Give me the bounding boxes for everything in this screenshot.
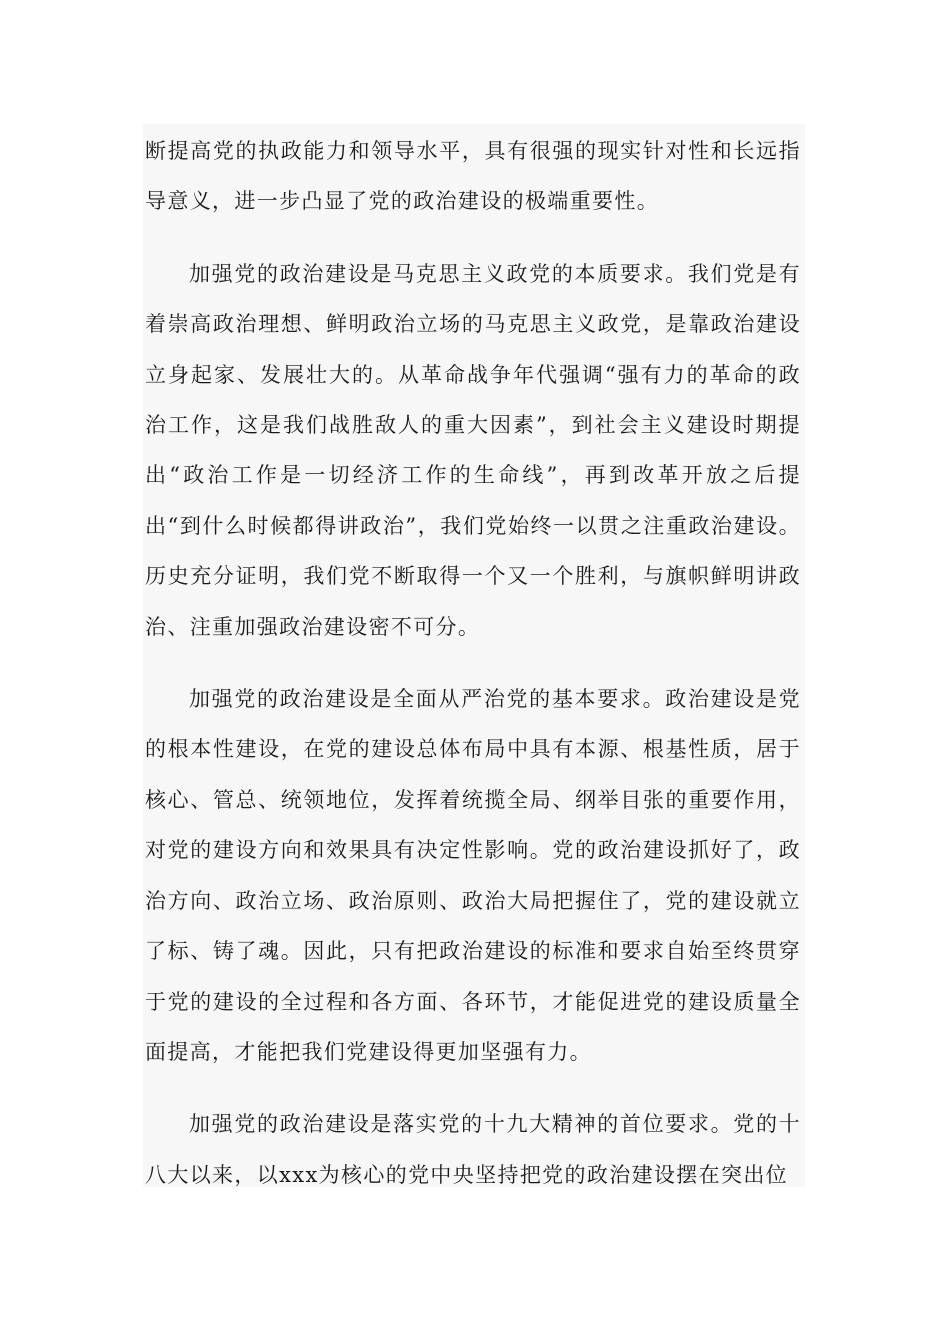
paragraph-primary-requirement: 加强党的政治建设是落实党的十九大精神的首位要求。党的十八大以来，以xxx为核心的党中央坚持把党的政治建设摆在突出位 [145, 1112, 801, 1187]
paragraph-gap [143, 652, 805, 674]
document-text-block [143, 124, 805, 1187]
paragraph-essential-requirement: 加强党的政治建设是马克思主义政党的本质要求。我们党是有着崇高政治理想、鲜明政治立场的马克思主义政党，是靠政治建设立身起家、发展壮大的。从革命战争年代强调“强有力的革命的政治工作，这是我们战胜敌人的重大因素”，到社会主义建设时期提出“政治工作是一切经济工作的生命线”，再到改革开放之后提出“到什么时候都得讲政治”，我们党始终一以贯之注重政治建设。历史充分证明，我们党不断取得一个又一个胜利，与旗帜鲜明讲政治、注重加强政治建设密不可分。 [145, 261, 801, 639]
paragraph-gap [143, 1077, 805, 1099]
paragraph-continuation: 断提高党的执政能力和领导水平，具有很强的现实针对性和长远指导意义，进一步凸显了党的政治建设的极端重要性。 [145, 139, 801, 214]
paragraph-gap [143, 227, 805, 249]
paragraph-basic-requirement: 加强党的政治建设是全面从严治党的基本要求。政治建设是党的根本性建设，在党的建设总体布局中具有本源、根基性质，居于核心、管总、统领地位，发挥着统揽全局、纲举目张的重要作用，对党的建设方向和效果具有决定性影响。党的政治建设抓好了，政治方向、政治立场、政治原则、政治大局把握住了，党的建设就立了标、铸了魂。因此，只有把政治建设的标准和要求自始至终贯穿于党的建设的全过程和各方面、各环节，才能促进党的建设质量全面提高，才能把我们党建设得更加坚强有力。 [145, 687, 801, 1064]
